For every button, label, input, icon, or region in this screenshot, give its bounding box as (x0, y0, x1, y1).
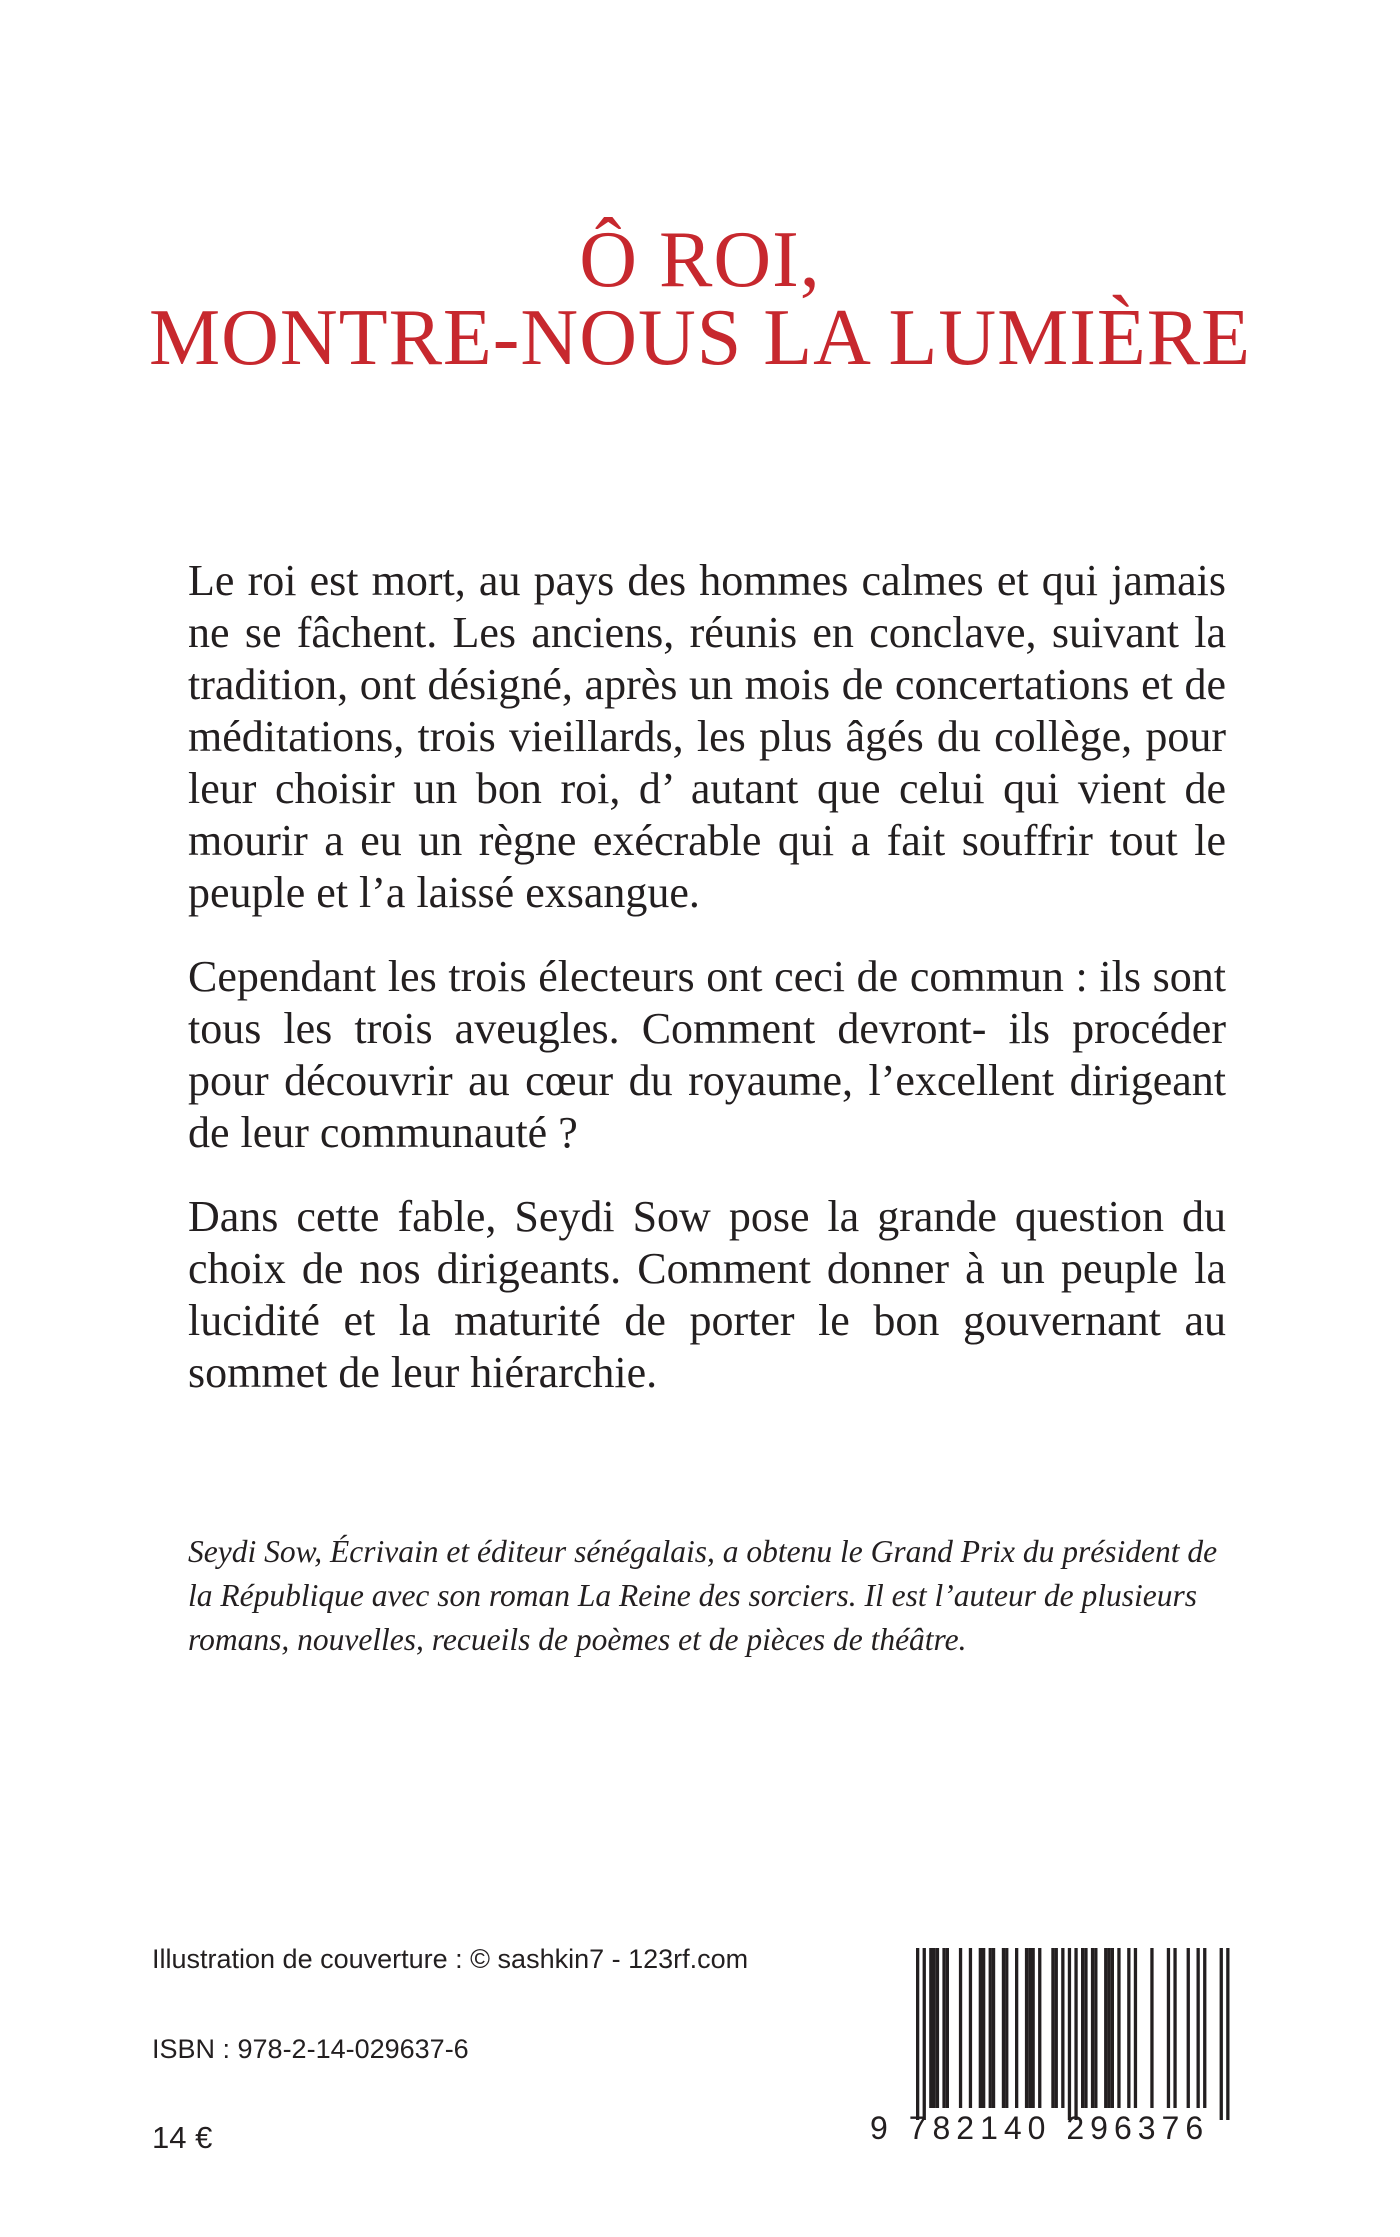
barcode-bar (1187, 1948, 1190, 2108)
book-title-line-1: Ô ROI, (579, 216, 821, 304)
barcode-bar (1015, 1948, 1018, 2108)
barcode-bar (1002, 1948, 1005, 2108)
blurb-paragraph-1: Le roi est mort, au pays des hommes calmes et qui jamais ne se fâchent. Les anciens, réunis en conclave, suivant la tradition, ont désigné, après un mois de concertations et de méditations, trois vieillards, les plus âgés du collège, pour leur choisir un bon roi, d’ autant que celui qui vient de mourir a eu un règne exécrable qui a fait souffrir tout le peuple et l’a laissé exsangue. (188, 556, 1226, 917)
blurb-paragraph-3: Dans cette fable, Seydi Sow pose la grande question du choix de nos dirigeants. Comment donner à un peuple la lucidité et la maturité de porter le bon gouvernant au sommet de leur hiérarchie. (188, 1192, 1226, 1397)
author-bio-text: , Écrivain et éditeur sénégalais, a obtenu le Grand Prix du président de la République avec son roman La Reine des sorciers. Il est l’auteur de plusieurs romans, nouvelles, recueils de poèmes et de pièces de théâtre. (188, 1534, 1218, 1657)
barcode-bar (982, 1948, 985, 2108)
barcode-bar (1028, 1948, 1031, 2108)
barcode-bar (992, 1948, 995, 2108)
barcode-bar (933, 1948, 936, 2108)
barcode-bar (936, 1948, 939, 2108)
barcode (870, 1942, 1248, 2162)
price-text: 14 € (152, 2120, 213, 2155)
barcode-bar (1038, 1948, 1041, 2108)
barcode-digits: 9 782140 296376 (870, 2110, 1210, 2146)
barcode-bar (959, 1948, 962, 2108)
barcode-bar (1055, 1948, 1058, 2108)
barcode-bar (1111, 1948, 1114, 2108)
barcode-bar (1167, 1948, 1170, 2108)
barcode-bar (1074, 1948, 1077, 2120)
barcode-bar (1117, 1948, 1120, 2108)
barcode-bar (1094, 1948, 1097, 2108)
author-bio (188, 1530, 1226, 1662)
barcode-bar (1051, 1948, 1054, 2108)
isbn-text: ISBN : 978-2-14-029637-6 (152, 2034, 469, 2064)
barcode-bar (1150, 1948, 1153, 2108)
back-cover-blurb (188, 555, 1226, 1431)
blurb-paragraph-2: Cependant les trois électeurs ont ceci de commun : ils sont tous les trois aveugles. Comment devront- ils procéder pour découvrir au cœur du royaume, l’excellent dirigeant de leur communauté ? (188, 952, 1226, 1157)
barcode-bar (1107, 1948, 1110, 2108)
barcode-bar (923, 1948, 926, 2120)
illustration-credit: Illustration de couverture : © sashkin7 - 123rf.com (152, 1944, 749, 1974)
barcode-bar (1197, 1948, 1200, 2108)
barcode-bar (1005, 1948, 1008, 2108)
barcode-bar (1220, 1948, 1223, 2120)
barcode-bar (1091, 1948, 1094, 2108)
barcode-bar (1203, 1948, 1206, 2108)
barcode-bar (1061, 1948, 1064, 2108)
barcode-bar (916, 1948, 919, 2120)
barcode-bar (942, 1948, 945, 2108)
barcode-bar (979, 1948, 982, 2108)
barcode-bar (1226, 1948, 1229, 2120)
barcode-bar (1084, 1948, 1087, 2108)
barcode-bar (969, 1948, 972, 2108)
book-title-line-2: MONTRE-NOUS LA LUMIÈRE (149, 294, 1251, 382)
barcode-bar (1081, 1948, 1084, 2108)
barcode-bar (929, 1948, 932, 2108)
barcode-bar (946, 1948, 949, 2108)
barcode-bar (1032, 1948, 1035, 2108)
barcode-bar (1127, 1948, 1130, 2108)
barcode-bar (1104, 1948, 1107, 2108)
barcode-bar (1025, 1948, 1028, 2108)
barcode-bar (1173, 1948, 1176, 2108)
barcode-bar (989, 1948, 992, 2108)
barcode-bar (1134, 1948, 1137, 2108)
author-name: Seydi Sow (188, 1534, 315, 1569)
barcode-bar (1068, 1948, 1071, 2120)
